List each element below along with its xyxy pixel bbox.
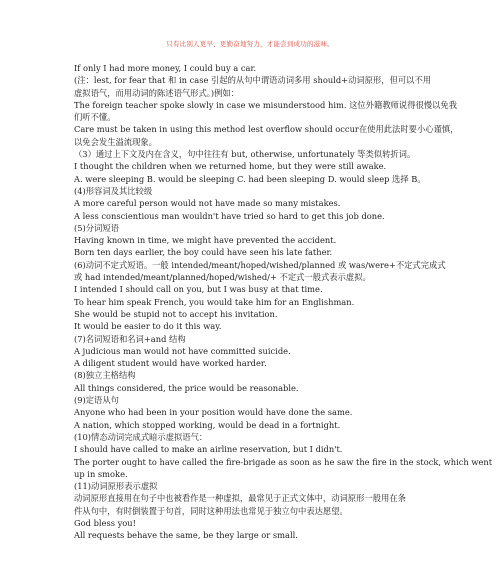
text-line: A less conscientious man wouldn't have tried so hard to get this job done.: [74, 210, 385, 221]
text-line: (注：lest, for fear that 和 in case 引起的从句中谓语动词多用 should+动词原形，但可以不用: [74, 75, 432, 86]
section-heading: (4)形容词及其比较级: [74, 185, 153, 196]
text-line: Born ten days earlier, the boy could have seen his late father.: [74, 247, 333, 258]
text-line: （3）通过上下文及内在含义，句中往往有 but, otherwise, unfortunately 等类似转折词。: [74, 149, 416, 160]
text-line: 或 had intended/meant/planned/hoped/wished/+ 不定式一般式表示虚拟。: [74, 272, 371, 283]
text-line: 件从句中，有时倒装置于句首，同时这种用法也常见于独立句中表达愿望。: [74, 505, 348, 516]
document-body: [74, 62, 493, 542]
text-line: 动词原形直接用在句子中也被看作是一种虚拟，最常见于正式文体中，动词原形一般用在条: [74, 493, 406, 504]
text-line: God bless you!: [74, 517, 136, 528]
text-line: The foreign teacher spoke slowly in case we misunderstood him. 这位外籍教师说得很慢以免我: [74, 99, 457, 110]
section-heading: (10)情态动词完成式暗示虚拟语气：: [74, 431, 208, 442]
section-heading: (9)定语从句: [74, 395, 119, 406]
section-heading: (8)独立主格结构: [74, 370, 136, 381]
text-line: All things considered, the price would be reasonable.: [74, 382, 299, 393]
section-heading: (7)名词短语和名词+and 结构: [74, 333, 186, 344]
text-line: It would be easier to do it this way.: [74, 321, 222, 332]
section-heading: (11)动词原形表示虚拟: [74, 481, 158, 492]
text-line: Having known in time, we might have prevented the accident.: [74, 235, 337, 246]
text-line: 们听不懂。: [74, 112, 116, 123]
text-line: I thought the children when we returned home, but they were still awake.: [74, 161, 387, 172]
text-line: If only I had more money, I could buy a car.: [74, 63, 257, 73]
text-line: Anyone who had been in your position would have done the same.: [74, 407, 353, 418]
text-line: A. were sleeping B. would be sleeping C. had been sleeping D. would sleep 选择 B。: [74, 173, 426, 184]
text-line: A nation, which stopped working, would be dead in a fortnight.: [74, 419, 341, 430]
text-line: I intended I should call on you, but I was busy at that time.: [74, 284, 323, 295]
text-line: To hear him speak French, you would take him for an Englishman.: [74, 296, 355, 307]
text-line: up in smoke.: [74, 468, 128, 479]
section-heading: (6)动词不定式短语。一般 intended/meant/hoped/wished/planned 或 was/were+不定式完成式: [74, 259, 446, 270]
text-line: All requests behave the same, be they large or small.: [74, 530, 298, 541]
text-line: A diligent student would have worked harder.: [74, 358, 267, 369]
text-line: 以免会发生溢流现象。: [74, 136, 157, 147]
text-line: A more careful person would not have made so many mistakes.: [74, 198, 341, 209]
text-line: 虚拟语气，而用动词的陈述语气形式。)例如：: [74, 87, 240, 98]
section-heading: (5)分词短语: [74, 222, 119, 233]
text-line: Care must be taken in using this method lest overflow should occur在使用此法时要小心谨慎，: [74, 124, 459, 135]
text-line: A judicious man would not have committed suicide.: [74, 345, 291, 356]
text-line: I should have called to make an airline reservation, but I didn't.: [74, 444, 343, 455]
header-motto: 只有比别人更早、更勤奋地努力，才能尝到成功的滋味。: [166, 40, 334, 48]
text-line: She would be stupid not to accept his invitation.: [74, 308, 278, 319]
text-line: The porter ought to have called the fire-brigade as soon as he saw the fire in the stock, which went: [74, 456, 493, 467]
